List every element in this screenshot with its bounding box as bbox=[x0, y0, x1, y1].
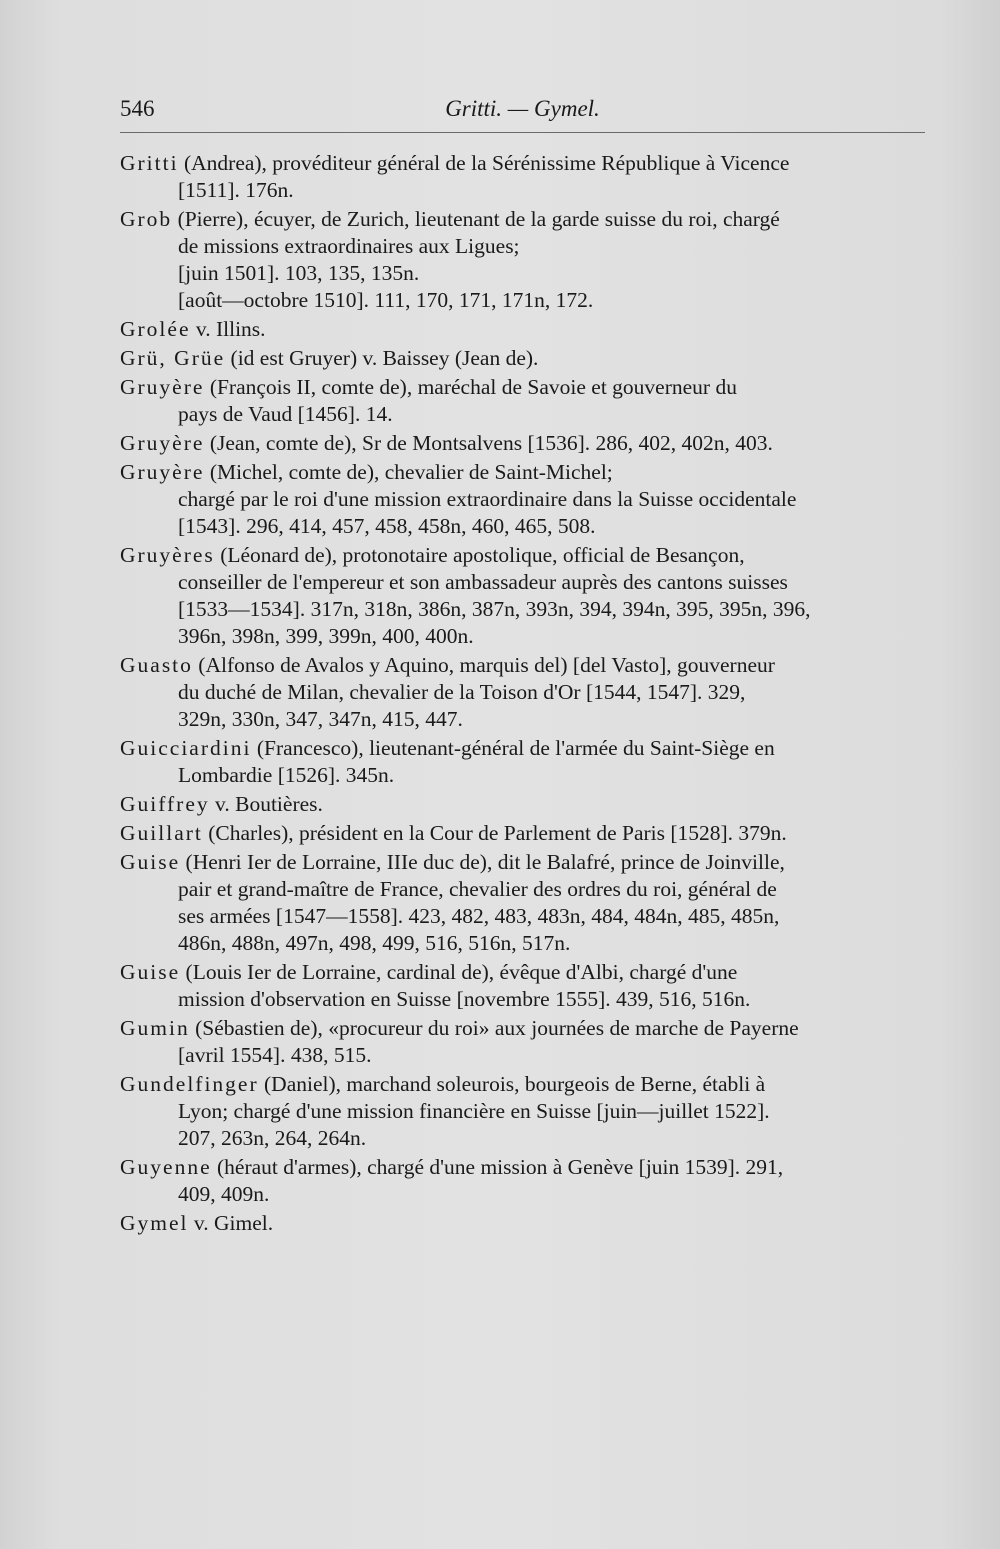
index-entry bbox=[120, 316, 928, 343]
entry-line: de missions extraordinaires aux Ligues; bbox=[178, 234, 520, 258]
index-entry bbox=[120, 791, 928, 818]
entry-line: ses armées [1547—1558]. 423, 482, 483, 483n, 484, 484n, 485, 485n, bbox=[178, 904, 780, 928]
entry-line: [1533—1534]. 317n, 318n, 386n, 387n, 393n, 394, 394n, 395, 395n, 396, bbox=[178, 597, 811, 621]
entry-line: 396n, 398n, 399, 399n, 400, 400n. bbox=[178, 624, 474, 648]
entry-headword: Guicciardini bbox=[120, 736, 252, 760]
page-number: 546 bbox=[120, 96, 155, 121]
entry-headword: Guiffrey bbox=[120, 792, 210, 816]
entry-line: pair et grand-maître de France, chevalier des ordres du roi, général de bbox=[178, 877, 777, 901]
entry-line: (Louis Ier de Lorraine, cardinal de), évêque d'Albi, chargé d'une bbox=[180, 960, 738, 984]
entry-headword: Gruyère bbox=[120, 375, 205, 399]
entry-line: 329n, 330n, 347, 347n, 415, 447. bbox=[178, 707, 463, 731]
entry-headword: Grob bbox=[120, 207, 173, 231]
entry-headword: Gumin bbox=[120, 1016, 190, 1040]
index-entry bbox=[120, 430, 928, 457]
entry-line: 409, 409n. bbox=[178, 1182, 270, 1206]
index-entry bbox=[120, 1015, 928, 1069]
entry-line: v. Illins. bbox=[190, 317, 266, 341]
entry-headword: Gritti bbox=[120, 151, 179, 175]
entry-line: (héraut d'armes), chargé d'une mission à Genève [juin 1539]. 291, bbox=[211, 1155, 784, 1179]
entry-line: (Francesco), lieutenant-général de l'armée du Saint-Siège en bbox=[251, 736, 775, 760]
index-entry bbox=[120, 374, 928, 428]
entry-headword: Guyenne bbox=[120, 1155, 212, 1179]
entry-line: (Andrea), provéditeur général de la Sérénissime République à Vicence bbox=[178, 151, 790, 175]
index-entry bbox=[120, 542, 928, 650]
index-entry bbox=[120, 652, 928, 733]
entry-line: (Pierre), écuyer, de Zurich, lieutenant de la garde suisse du roi, chargé bbox=[172, 207, 780, 231]
index-entry bbox=[120, 1071, 928, 1152]
entry-line: (Sébastien de), «procureur du roi» aux journées de marche de Payerne bbox=[189, 1016, 799, 1040]
entry-headword: Grü, Grüe bbox=[120, 346, 226, 370]
index-entry bbox=[120, 820, 928, 847]
index-entry bbox=[120, 345, 928, 372]
index-entry bbox=[120, 459, 928, 540]
entry-line: (Léonard de), protonotaire apostolique, official de Besançon, bbox=[214, 543, 745, 567]
index-entry bbox=[120, 150, 928, 204]
entry-line: conseiller de l'empereur et son ambassadeur auprès des cantons suisses bbox=[178, 570, 788, 594]
entry-line: du duché de Milan, chevalier de la Toison d'Or [1544, 1547]. 329, bbox=[178, 680, 746, 704]
entry-line: [1543]. 296, 414, 457, 458, 458n, 460, 465, 508. bbox=[178, 514, 596, 538]
entry-headword: Gymel bbox=[120, 1211, 189, 1235]
page-header bbox=[120, 96, 925, 133]
entry-line: (Daniel), marchand soleurois, bourgeois de Berne, établi à bbox=[258, 1072, 766, 1096]
index-entry bbox=[120, 735, 928, 789]
entry-line: 486n, 488n, 497n, 498, 499, 516, 516n, 517n. bbox=[178, 931, 571, 955]
entry-headword: Gundelfinger bbox=[120, 1072, 259, 1096]
entry-line: [juin 1501]. 103, 135, 135n. bbox=[178, 261, 420, 285]
index-entry bbox=[120, 206, 928, 314]
entry-headword: Gruyère bbox=[120, 460, 205, 484]
entry-line: v. Boutières. bbox=[209, 792, 323, 816]
index-entry bbox=[120, 1154, 928, 1208]
entry-line: [août—octobre 1510]. 111, 170, 171, 171n, 172. bbox=[178, 288, 594, 312]
entry-line: chargé par le roi d'une mission extraordinaire dans la Suisse occidentale bbox=[178, 487, 797, 511]
entry-line: (Michel, comte de), chevalier de Saint-Michel; bbox=[204, 460, 613, 484]
entry-line: Lyon; chargé d'une mission financière en Suisse [juin—juillet 1522]. bbox=[178, 1099, 770, 1123]
index-entries bbox=[120, 150, 928, 1239]
entry-headword: Guise bbox=[120, 960, 181, 984]
entry-line: 207, 263n, 264, 264n. bbox=[178, 1126, 367, 1150]
entry-line: (Charles), président en la Cour de Parlement de Paris [1528]. 379n. bbox=[202, 821, 787, 845]
entry-line: (François II, comte de), maréchal de Savoie et gouverneur du bbox=[204, 375, 737, 399]
entry-headword: Gruyère bbox=[120, 431, 205, 455]
entry-headword: Guise bbox=[120, 850, 181, 874]
entry-line: pays de Vaud [1456]. 14. bbox=[178, 402, 393, 426]
entry-line: (Henri Ier de Lorraine, IIIe duc de), dit le Balafré, prince de Joinville, bbox=[180, 850, 785, 874]
entry-line: (id est Gruyer) v. Baissey (Jean de). bbox=[225, 346, 539, 370]
entry-headword: Gruyères bbox=[120, 543, 215, 567]
entry-line: [avril 1554]. 438, 515. bbox=[178, 1043, 372, 1067]
entry-line: (Jean, comte de), Sr de Montsalvens [1536]. 286, 402, 402n, 403. bbox=[204, 431, 773, 455]
entry-line: Lombardie [1526]. 345n. bbox=[178, 763, 395, 787]
index-entry bbox=[120, 1210, 928, 1237]
index-entry bbox=[120, 959, 928, 1013]
index-entry bbox=[120, 849, 928, 957]
entry-line: [1511]. 176n. bbox=[178, 178, 294, 202]
entry-line: v. Gimel. bbox=[188, 1211, 274, 1235]
entry-line: mission d'observation en Suisse [novembre 1555]. 439, 516, 516n. bbox=[178, 987, 751, 1011]
running-title: Gritti. — Gymel. bbox=[445, 96, 600, 121]
entry-headword: Guasto bbox=[120, 653, 193, 677]
entry-headword: Grolée bbox=[120, 317, 191, 341]
entry-headword: Guillart bbox=[120, 821, 203, 845]
entry-line: (Alfonso de Avalos y Aquino, marquis del) [del Vasto], gouverneur bbox=[192, 653, 775, 677]
